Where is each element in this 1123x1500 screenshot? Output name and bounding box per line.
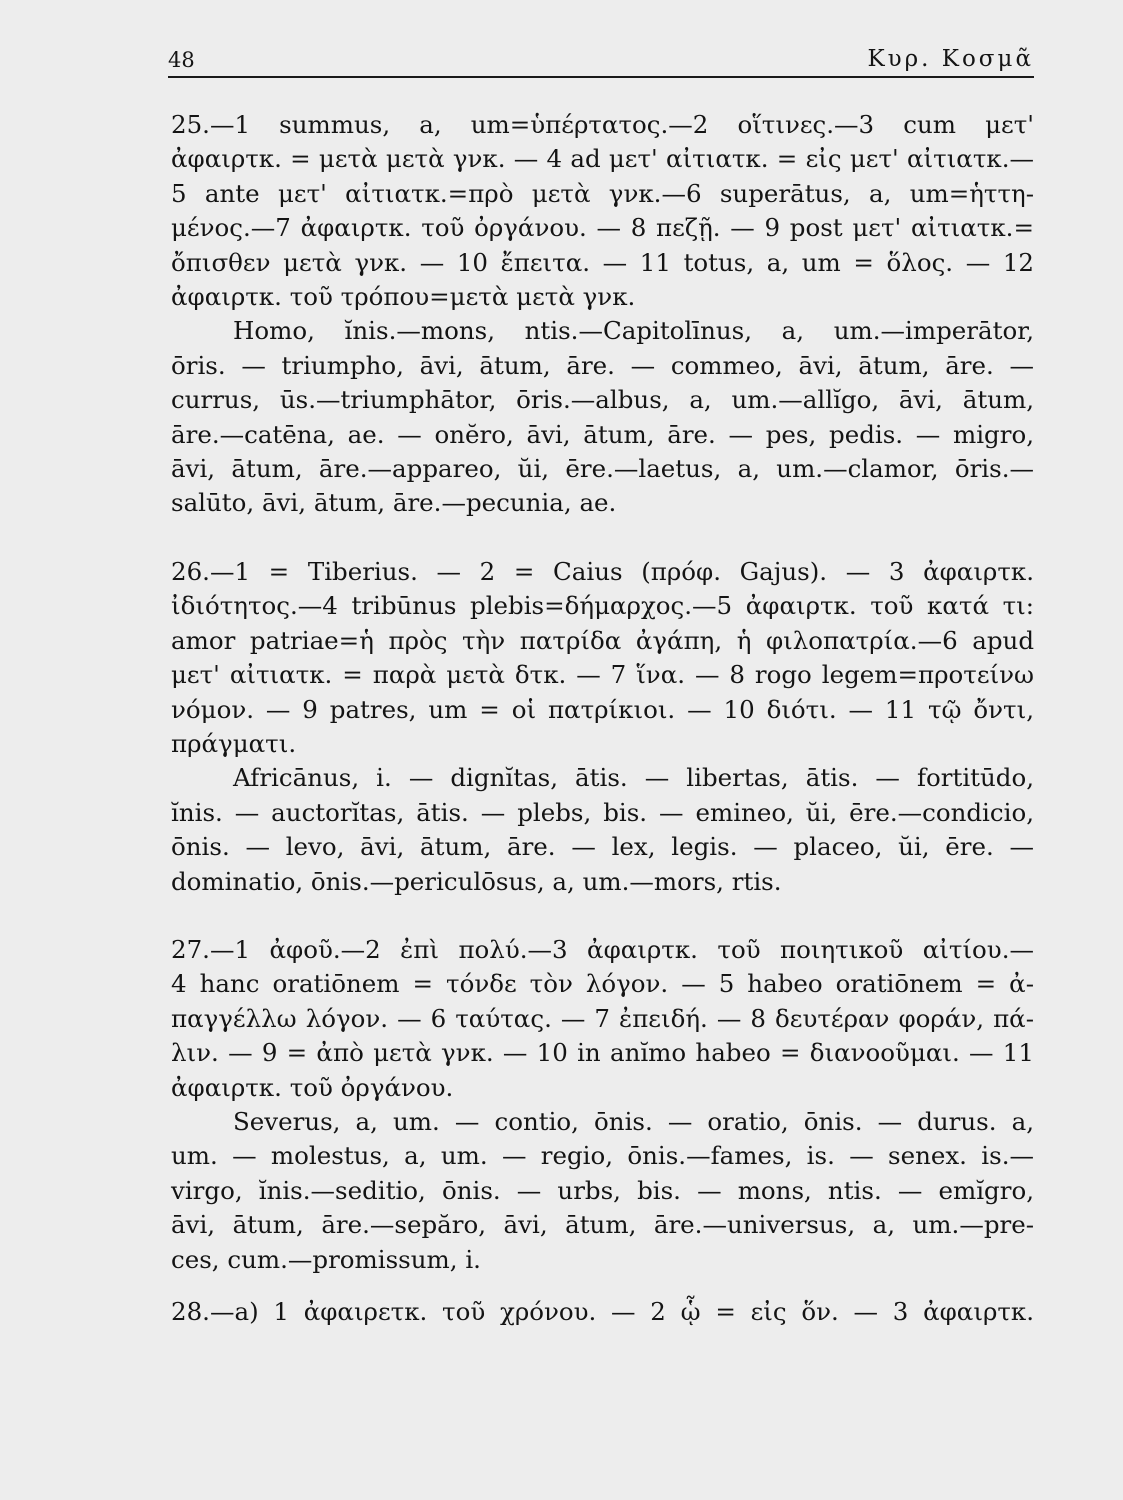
section-27 [171, 933, 1034, 1277]
text-line: 27.—1 ἀφοῦ.—2 ἐπὶ πολύ.—3 ἀφαιρτκ. τοῦ ποιητικοῦ αἰτίου.— [171, 934, 1034, 964]
text-line: πράγματι. [171, 728, 297, 758]
page-body [171, 108, 1034, 1329]
text-line: μένος.—7 ἀφαιρτκ. τοῦ ὀργάνου. — 8 πεζῇ. — 9 post μετ' αἰτιατκ.= [171, 213, 1034, 243]
section-25 [171, 108, 1034, 521]
vocab-line: virgo, ĭnis.—seditio, ōnis. — urbs, bis. — mons, ntis. — emĭgro, [171, 1175, 1034, 1205]
text-line: ἀφαιρτκ. = μετὰ μετὰ γνκ. — 4 ad μετ' αἰτιατκ. = εἰς μετ' αἰτιατκ.— [171, 144, 1034, 174]
text-line: ὄπισθεν μετὰ γνκ. — 10 ἔπειτα. — 11 totus, a, um = ὅλος. — 12 [171, 247, 1034, 277]
vocab-line: Severus, a, um. — contio, ōnis. — oratio, ōnis. — durus. a, [233, 1106, 1034, 1136]
vocab-line: ōris. — triumpho, āvi, ātum, āre. — commeo, āvi, ātum, āre. — [171, 350, 1034, 380]
text-line: amor patriae=ἡ πρὸς τὴν πατρίδα ἀγάπη, ἡ φιλοπατρία.—6 apud [171, 625, 1034, 655]
vocab-line: āvi, ātum, āre.—appareo, ŭi, ēre.—laetus, a, um.—clamor, ōris.— [171, 454, 1034, 484]
text-line: ἰδιότητος.—4 tribūnus plebis=δήμαρχος.—5 ἀφαιρτκ. τοῦ κατά τι: [171, 591, 1034, 621]
text-line: ἀφαιρτκ. τοῦ ὀργάνου. [171, 1072, 454, 1102]
page-number: 48 [168, 48, 195, 72]
section-gap [171, 521, 1034, 555]
vocab-line: currus, ūs.—triumphātor, ōris.—albus, a, um.—allĭgo, āvi, ātum, [171, 385, 1034, 415]
vocab-line: Homo, ĭnis.—mons, ntis.—Capitolīnus, a, um.—imperātor, [233, 316, 1034, 346]
text-line: 26.—1 = Tiberius. — 2 = Caius (πρόφ. Gajus). — 3 ἀφαιρτκ. [171, 556, 1034, 586]
page-header [168, 42, 1034, 76]
text-line: 4 hanc oratiōnem = τόνδε τὸν λόγον. — 5 habeo oratiōnem = ἀ- [171, 969, 1034, 999]
vocab-line: Africānus, i. — dignĭtas, ātis. — libertas, ātis. — fortitūdo, [233, 763, 1034, 793]
vocab-line: āvi, ātum, āre.—sepăro, āvi, ātum, āre.—universus, a, um.—pre- [171, 1210, 1034, 1240]
header-rule [168, 76, 1034, 78]
vocab-line: āre.—catēna, ae. — onĕro, āvi, ātum, āre. — pes, pedis. — migro, [171, 419, 1034, 449]
text-line: 5 ante μετ' αἰτιατκ.=πρὸ μετὰ γνκ.—6 superātus, a, um=ἡττη- [171, 178, 1034, 208]
vocab-line: ōnis. — levo, āvi, ātum, āre. — lex, legis. — placeo, ŭi, ēre. — [171, 832, 1034, 862]
text-line: 25.—1 summus, a, um=ὑπέρτατος.—2 οἵτινες.—3 cum μετ' [171, 110, 1034, 139]
section-gap [171, 899, 1034, 933]
vocab-line: um. — molestus, a, um. — regio, ōnis.—fames, is. — senex. is.— [171, 1141, 1034, 1171]
text-line: 28.—a) 1 ἀφαιρετκ. τοῦ χρόνου. — 2 ᾧ = εἰς ὅν. — 3 ἀφαιρτκ. [171, 1297, 1034, 1326]
text-line: μετ' αἰτιατκ. = παρὰ μετὰ δτκ. — 7 ἵνα. — 8 rogo legem=προτείνω [171, 660, 1034, 690]
section-26 [171, 555, 1034, 899]
section-gap [171, 1277, 1034, 1295]
vocab-line: salūto, āvi, ātum, āre.—pecunia, ae. [171, 488, 617, 518]
vocab-line: dominatio, ōnis.—periculōsus, a, um.—mors, rtis. [171, 866, 782, 896]
text-line: παγγέλλω λόγον. — 6 ταύτας. — 7 ἐπειδή. — 8 δευτέραν φοράν, πά- [171, 1003, 1034, 1033]
text-line: νόμον. — 9 patres, um = οἱ πατρίκιοι. — 10 διότι. — 11 τῷ ὄντι, [171, 694, 1034, 724]
vocab-line: ĭnis. — auctorĭtas, ātis. — plebs, bis. — emineo, ŭi, ēre.—condicio, [171, 797, 1034, 827]
section-28 [171, 1295, 1034, 1329]
running-head: Κυρ. Κοσμᾶ [867, 46, 1034, 72]
text-line: ἀφαιρτκ. τοῦ τρόπου=μετὰ μετὰ γνκ. [171, 282, 636, 312]
vocab-line: ces, cum.—promissum, i. [171, 1244, 481, 1274]
text-line: λιν. — 9 = ἀπὸ μετὰ γνκ. — 10 in anĭmo habeo = διανοοῦμαι. — 11 [171, 1038, 1034, 1068]
